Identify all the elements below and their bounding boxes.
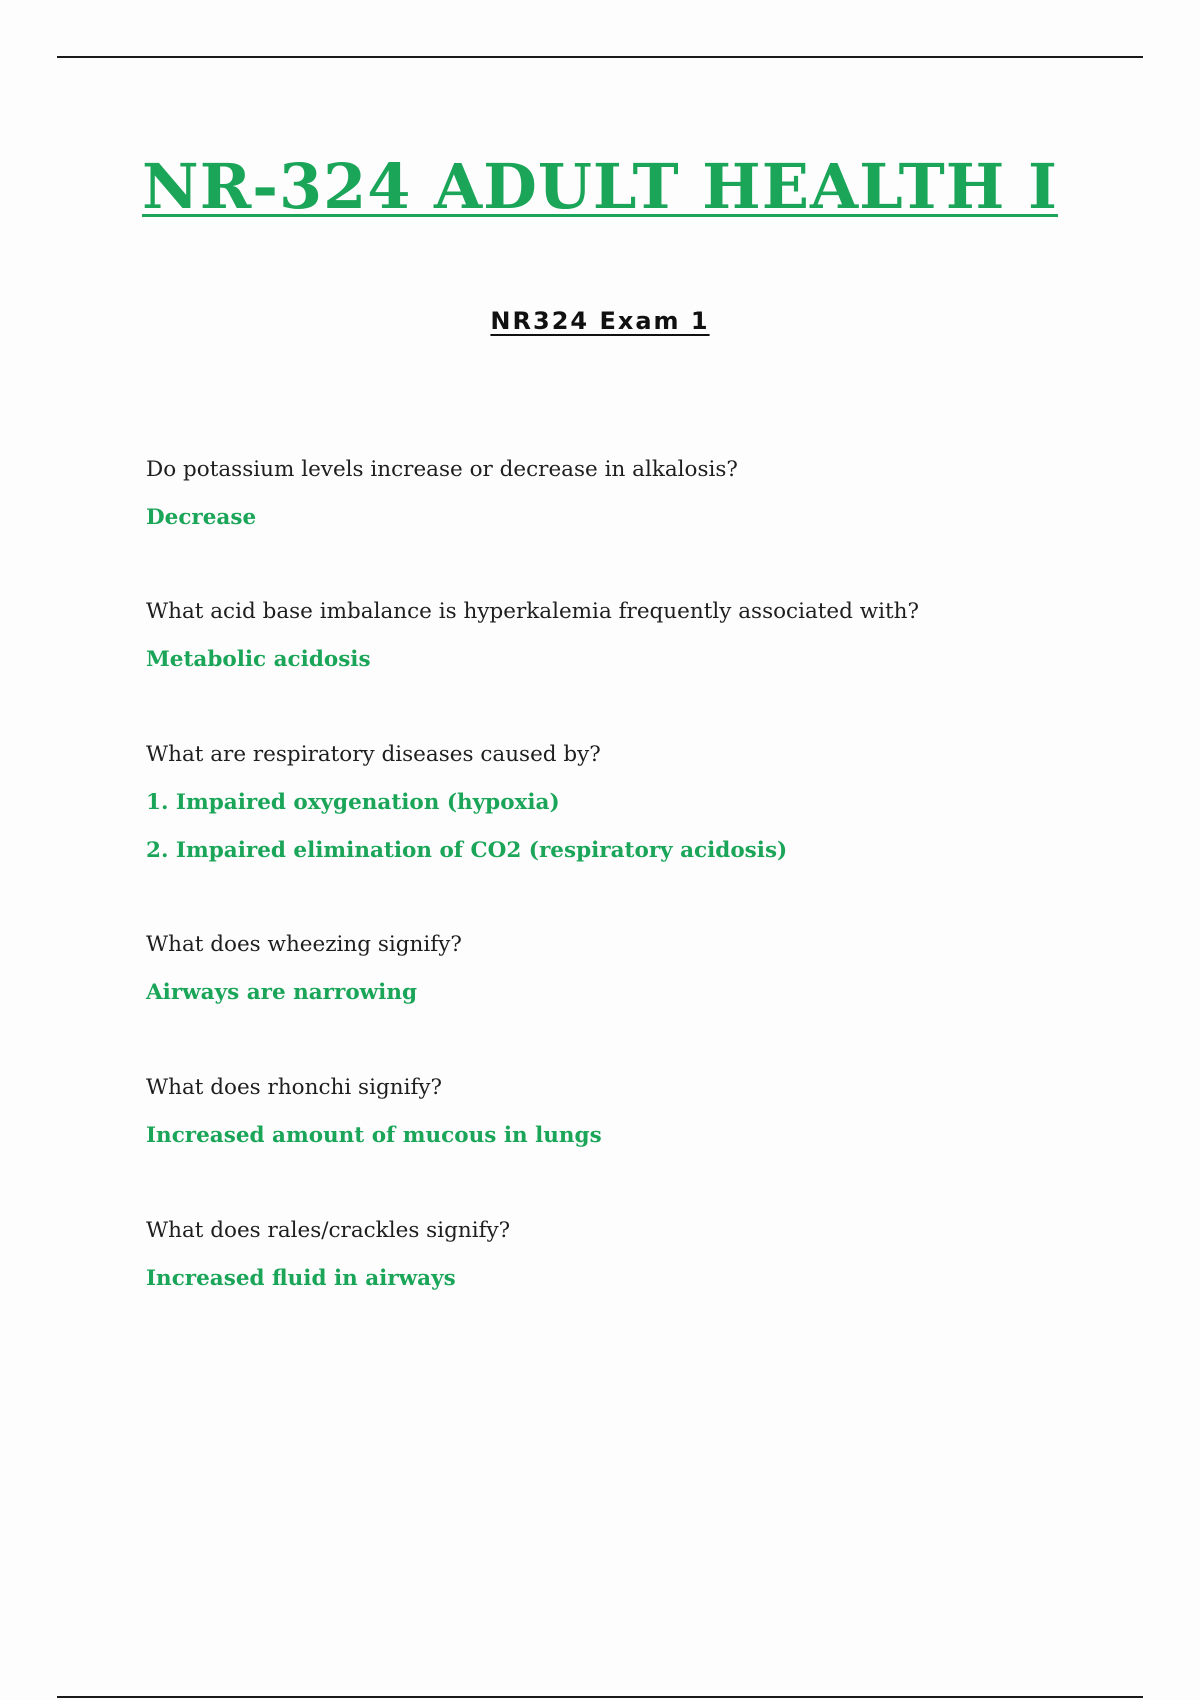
- answer: 2. Impaired elimination of CO2 (respiratory acidosis): [146, 838, 788, 863]
- qa-item: [146, 1073, 1106, 1151]
- top-rule: [57, 56, 1143, 58]
- question: Do potassium levels increase or decrease in alkalosis?: [146, 457, 738, 482]
- question: What does wheezing signify?: [146, 932, 462, 957]
- answer: Airways are narrowing: [146, 980, 418, 1005]
- document-title: [0, 150, 1200, 223]
- answer: Decrease: [146, 505, 257, 530]
- answer: Increased fluid in airways: [146, 1266, 456, 1291]
- question: What does rhonchi signify?: [146, 1075, 443, 1100]
- bottom-rule: [57, 1696, 1143, 1698]
- qa-item: [146, 740, 1106, 866]
- question: What does rales/crackles signify?: [146, 1218, 511, 1243]
- qa-item: [146, 455, 1106, 533]
- answer: 1. Impaired oxygenation (hypoxia): [146, 790, 560, 815]
- qa-item: [146, 930, 1106, 1008]
- question: What are respiratory diseases caused by?: [146, 742, 601, 767]
- qa-item: [146, 597, 1106, 675]
- answer: Increased amount of mucous in lungs: [146, 1123, 602, 1148]
- document-title-text: NR-324 ADULT HEALTH I: [142, 150, 1058, 223]
- qa-item: [146, 1216, 1106, 1294]
- question: What acid base imbalance is hyperkalemia frequently associated with?: [146, 599, 920, 624]
- answer: Metabolic acidosis: [146, 647, 371, 672]
- exam-subtitle: [0, 306, 1200, 335]
- exam-subtitle-text: NR324 Exam 1: [490, 307, 710, 335]
